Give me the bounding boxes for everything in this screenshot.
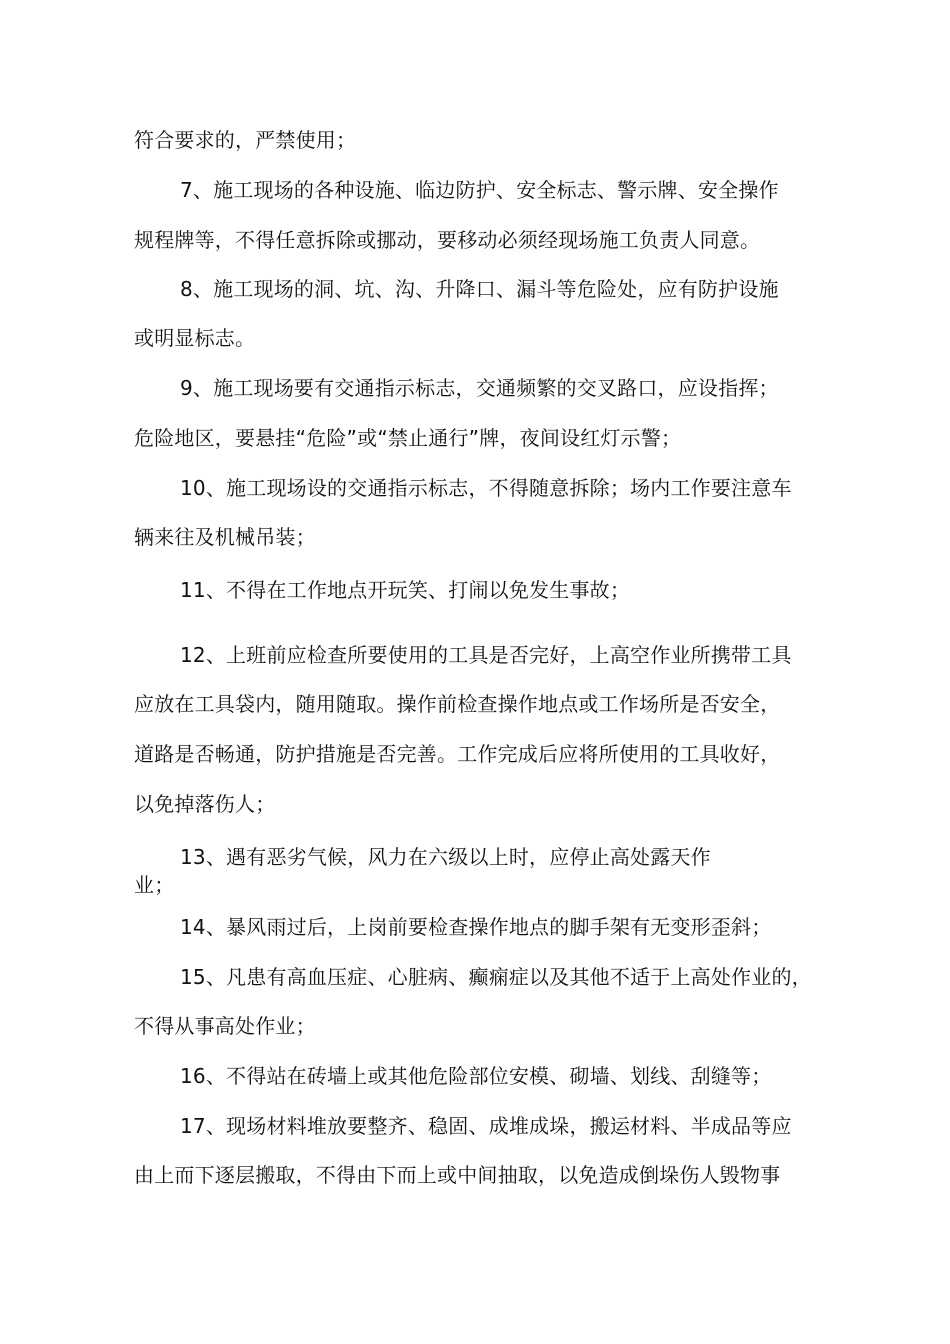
text-line: 辆来往及机械吊装； — [134, 525, 316, 549]
text-line: 应放在工具袋内，随用随取。操作前检查操作地点或工作场所是否安全， — [134, 692, 781, 716]
text-line: 13、遇有恶劣气候，风力在六级以上时，应停止高处露天作 — [180, 845, 711, 869]
text-line: 8、施工现场的洞、坑、沟、升降口、漏斗等危险处，应有防护设施 — [180, 277, 779, 301]
text-line: 或明显标志。 — [134, 326, 256, 350]
text-line: 道路是否畅通，防护措施是否完善。工作完成后应将所使用的工具收好， — [134, 742, 781, 766]
text-line: 10、施工现场设的交通指示标志，不得随意拆除；场内工作要注意车 — [180, 476, 792, 500]
text-line: 危险地区，要悬挂“危险”或“禁止通行”牌，夜间设红灯示警； — [134, 426, 682, 450]
text-line: 16、不得站在砖墙上或其他危险部位安模、砌墙、划线、刮缝等； — [180, 1064, 772, 1088]
text-line: 7、施工现场的各种设施、临边防护、安全标志、警示牌、安全操作 — [180, 178, 779, 202]
text-line: 12、上班前应检查所要使用的工具是否完好，上高空作业所携带工具 — [180, 643, 792, 667]
text-line: 9、施工现场要有交通指示标志，交通频繁的交叉路口，应设指挥； — [180, 376, 779, 400]
text-line: 符合要求的，严禁使用； — [134, 128, 357, 152]
text-line: 业； — [134, 873, 175, 897]
text-line: 14、暴风雨过后，上岗前要检查操作地点的脚手架有无变形歪斜； — [180, 915, 772, 939]
text-line: 由上而下逐层搬取，不得由下而上或中间抽取，以免造成倒垛伤人毁物事 — [134, 1163, 781, 1187]
text-line: 11、不得在工作地点开玩笑、打闹以免发生事故； — [180, 578, 631, 602]
text-line: 15、凡患有高血压症、心脏病、癫痫症以及其他不适于上高处作业的， — [180, 965, 812, 989]
text-line: 不得从事高处作业； — [134, 1014, 316, 1038]
text-line: 17、现场材料堆放要整齐、稳固、成堆成垛，搬运材料、半成品等应 — [180, 1114, 792, 1138]
text-line: 以免掉落伤人； — [134, 792, 276, 816]
text-line: 规程牌等，不得任意拆除或挪动，要移动必须经现场施工负责人同意。 — [134, 228, 761, 252]
